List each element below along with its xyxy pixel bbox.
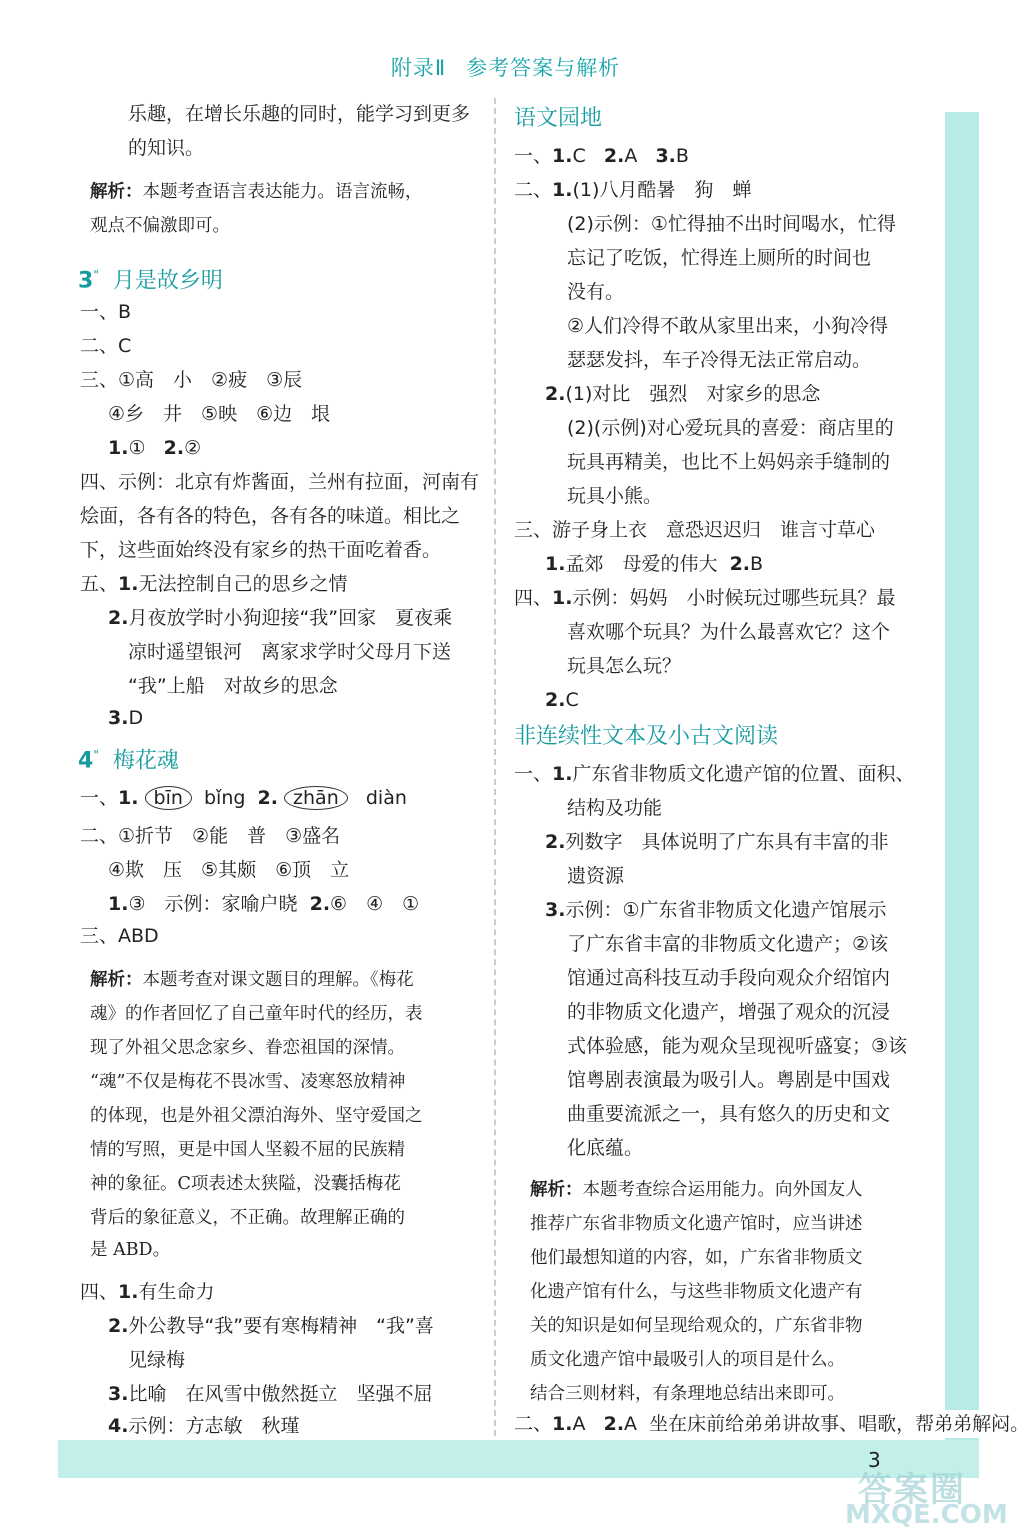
answer-line: 1.③ 示例：家喻户晓 2.⑥ ④ ① [108, 893, 420, 915]
answer-line: ④乡 井 ⑤映 ⑥边 垠 [108, 403, 331, 425]
answer-line: 忘记了吃饭，忙得连上厕所的时间也 [567, 247, 872, 269]
answer-line: 二、C [80, 335, 132, 357]
answer-line: (2)(示例)对心爱玩具的喜爱：商店里的 [567, 417, 894, 439]
analysis-line: 化遗产馆有什么，与这些非物质文化遗产有 [530, 1282, 863, 1302]
answer-line: 的非物质文化遗产，增强了观众的沉浸 [567, 1001, 891, 1023]
answer-line: 一、1.C 2.A 3.B [514, 145, 689, 167]
circled-pinyin: zhān [284, 786, 348, 810]
answer-line: 了广东省丰富的非物质文化遗产；②该 [567, 933, 889, 955]
bottom-decor-bar [58, 1440, 979, 1478]
answer-line: 喜欢哪个玩具？为什么最喜欢它？这个 [567, 621, 891, 643]
analysis-line: 是 ABD。 [90, 1240, 171, 1260]
answer-line: 遗资源 [567, 865, 625, 887]
answer-line: 曲重要流派之一，具有悠久的历史和文 [567, 1103, 891, 1125]
answer-line: 二、①折节 ②能 普 ③盛名 [80, 825, 341, 847]
analysis-label: 解析： [90, 182, 143, 202]
answer-line: (2)示例：①忙得抽不出时间喝水，忙得 [567, 213, 896, 235]
answer-line: 馆通过高科技互动手段向观众介绍馆内 [567, 967, 891, 989]
section-heading: 非连续性文本及小古文阅读 [514, 724, 779, 749]
answer-line: 馆粤剧表演最为吸引人。粤剧是中国戏 [567, 1069, 891, 1091]
answer-line: 五、1.无法控制自己的思乡之情 [80, 573, 348, 595]
page-header [0, 52, 1011, 82]
analysis-line: “魂”不仅是梅花不畏冰雪、凌寒怒放精神 [90, 1072, 406, 1092]
answer-line: 一、B [80, 301, 132, 323]
answer-line: 玩具再精美，也比不上妈妈亲手缝制的 [567, 451, 891, 473]
watermark-url: MXQE.COM [845, 1500, 1008, 1530]
answer-line: 见绿梅 [128, 1349, 186, 1371]
section-heading: 语文园地 [514, 106, 603, 131]
analysis-line: 观点不偏激即可。 [90, 216, 230, 236]
answer-line: 2.列数字 具体说明了广东具有丰富的非 [545, 831, 889, 853]
answer-line: 2.C [545, 689, 579, 711]
analysis-line: 本题考查语言表达能力。语言流畅， [142, 182, 423, 202]
answer-line: 凉时遥望银河 离家求学时父母月下送 [128, 641, 452, 663]
circled-pinyin: bīn [145, 786, 192, 810]
answer-line: 2.月夜放学时小狗迎接“我”回家 夏夜乘 [108, 607, 453, 629]
answer-line: 4.示例：方志敏 秋瑾 [108, 1415, 300, 1437]
continued-text: 乐趣，在增长乐趣的同时，能学习到更多 [128, 103, 471, 125]
answer-line: 四、1.示例：妈妈 小时候玩过哪些玩具？最 [514, 587, 896, 609]
answer-line: 2.(1)对比 强烈 对家乡的思念 [545, 383, 821, 405]
section-heading: 3" 月是故乡明 [78, 268, 223, 294]
continued-text: 的知识。 [128, 137, 205, 159]
analysis-line: 他们最想知道的内容，如，广东省非物质文 [530, 1248, 863, 1268]
answer-line: 玩具小熊。 [567, 485, 663, 507]
analysis-line: 的体现，也是外祖父漂泊海外、坚守爱国之 [90, 1106, 423, 1126]
page-number: 3 [868, 1448, 881, 1472]
answer-line: “我”上船 对故乡的思念 [128, 675, 338, 697]
answer-line: 结构及功能 [567, 797, 663, 819]
analysis-line: 背后的象征意义，不正确。故理解正确的 [90, 1208, 405, 1228]
column-divider [494, 98, 496, 1436]
answer-line: 3.比喻 在风雪中傲然挺立 坚强不屈 [108, 1383, 433, 1405]
answer-line: 瑟瑟发抖，车子冷得无法正常启动。 [567, 349, 872, 371]
analysis-line: 结合三则材料，有条理地总结出来即可。 [530, 1384, 845, 1404]
answer-line: 没有。 [567, 281, 625, 303]
answer-line: ④欺 压 ⑤其颇 ⑥顶 立 [108, 859, 350, 881]
analysis-line: 神的象征。C项表述太狭隘，没囊括梅花 [90, 1174, 401, 1194]
answer-line: 四、示例：北京有炸酱面，兰州有拉面，河南有 [80, 471, 480, 493]
answer-line: 式体验感，能为观众呈现视听盛宴；③该 [567, 1035, 908, 1057]
header-title: 参考答案与解析 [466, 56, 621, 80]
right-decor-bar [945, 112, 979, 1452]
answer-line: 三、①高 小 ②疲 ③辰 [80, 369, 303, 391]
analysis-block: 解析：本题考查对课文题目的理解。《梅花 [90, 970, 414, 990]
answer-line: 二、1.(1)八月酷暑 狗 蝉 [514, 179, 752, 201]
answer-line: 3.D [108, 707, 144, 729]
answer-line: 一、1. bīn bǐng 2. zhān diàn [80, 787, 407, 809]
analysis-line: 情的写照，更是中国人坚毅不屈的民族精 [90, 1140, 405, 1160]
answer-line: 玩具怎么玩？ [567, 655, 682, 677]
answer-line: 2.外公教导“我”要有寒梅精神 “我”喜 [108, 1315, 434, 1337]
answer-line: 烩面，各有各的特色，各有各的味道。相比之 [80, 505, 461, 527]
analysis-line: 魂》的作者回忆了自己童年时代的经历，表 [90, 1004, 423, 1024]
analysis-line: 推荐广东省非物质文化遗产馆时，应当讲述 [530, 1214, 863, 1234]
answer-line: 1.孟郊 母爱的伟大 2.B [545, 553, 764, 575]
answer-line: 3.示例：①广东省非物质文化遗产馆展示 [545, 899, 887, 921]
answer-line: ②人们冷得不敢从家里出来，小狗冷得 [567, 315, 889, 337]
analysis-block: 解析：本题考查综合运用能力。向外国友人 [530, 1180, 863, 1200]
section-heading: 4" 梅花魂 [78, 748, 179, 774]
answer-line: 二、1.A 2.A 坐在床前给弟弟讲故事、唱歌，帮弟弟解闷。 [514, 1410, 1029, 1438]
answer-line: 1.① 2.② [108, 437, 202, 459]
analysis-line: 现了外祖父思念家乡、眷恋祖国的深情。 [90, 1038, 405, 1058]
analysis-line: 关的知识是如何呈现给观众的，广东省非物 [530, 1316, 863, 1336]
answer-line: 下，这些面始终没有家乡的热干面吃着香。 [80, 539, 442, 561]
analysis-block [90, 178, 423, 206]
analysis-line: 质文化遗产馆中最吸引人的项目是什么。 [530, 1350, 845, 1370]
answer-line: 四、1.有生命力 [80, 1281, 215, 1303]
answer-line: 三、游子身上衣 意恐迟迟归 谁言寸草心 [514, 519, 876, 541]
answer-line: 一、1.广东省非物质文化遗产馆的位置、面积、 [514, 763, 915, 785]
answer-line: 三、ABD [80, 925, 159, 947]
answer-line: 化底蕴。 [567, 1137, 644, 1159]
header-appendix: 附录Ⅱ [390, 56, 447, 80]
watermark-logo: 答案圈 [858, 1470, 966, 1510]
